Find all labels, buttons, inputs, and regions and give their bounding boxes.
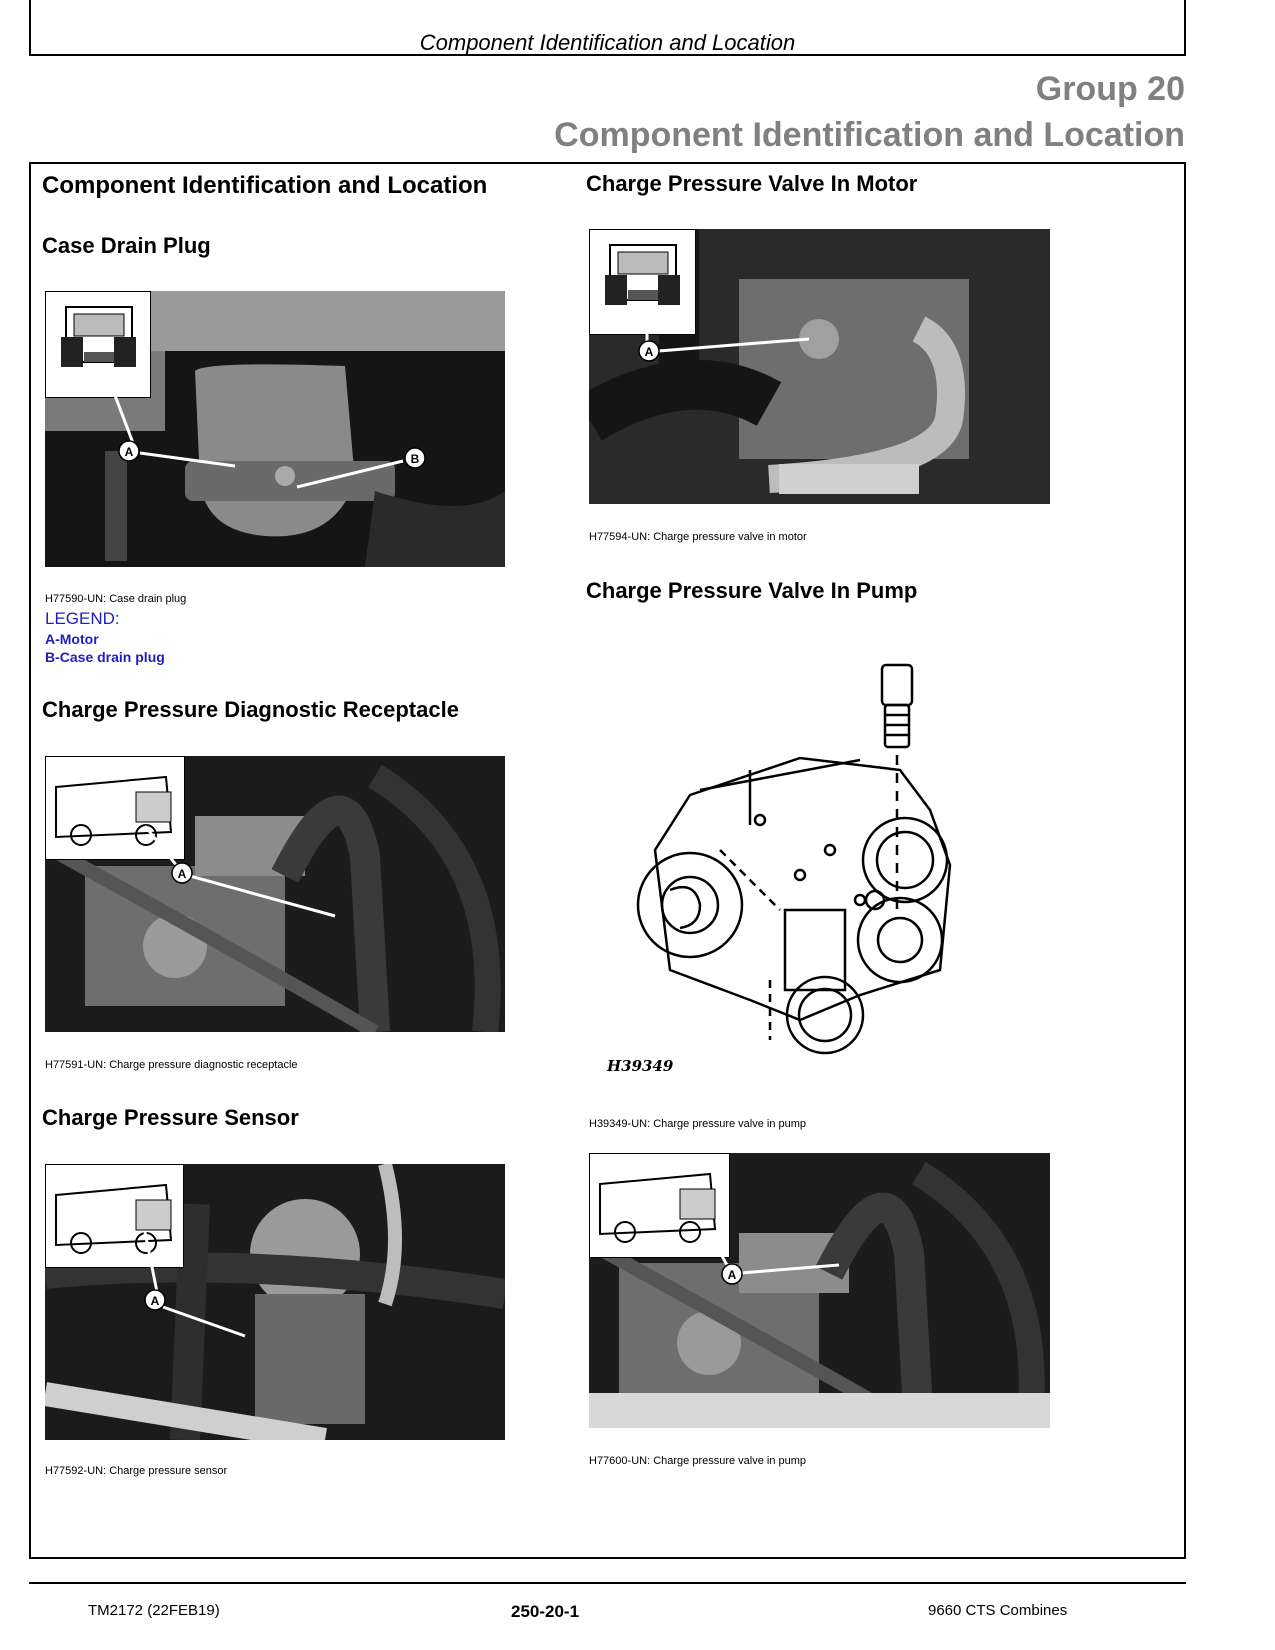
case-drain-legend (45, 609, 165, 665)
case-drain-title: Case Drain Plug (42, 233, 211, 258)
legend-item-case-drain-plug: B-Case drain plug (45, 649, 165, 665)
footer-product: 9660 CTS Combines (928, 1602, 1068, 1619)
callout-a: A (644, 345, 654, 359)
group-label: Group 20 (1035, 70, 1185, 108)
footer-doc-id: TM2172 (22FEB19) (88, 1602, 220, 1619)
running-header-title: Component Identification and Location (419, 30, 796, 55)
case-drain-photo (45, 291, 505, 567)
page-heading: Component Identification and Location (42, 172, 488, 199)
footer-rule (29, 1582, 1186, 1584)
sensor-caption: H77592-UN: Charge pressure sensor (45, 1465, 228, 1477)
sensor-photo (45, 1164, 505, 1440)
group-title: Component Identification and Location (554, 116, 1185, 154)
callout-a: A (177, 867, 187, 881)
callout-a: A (727, 1268, 737, 1282)
callout-a: A (124, 445, 134, 459)
sensor-title: Charge Pressure Sensor (42, 1105, 299, 1130)
diag-receptacle-caption: H77591-UN: Charge pressure diagnostic receptacle (45, 1059, 298, 1071)
diag-receptacle-photo (45, 756, 505, 1032)
valve-motor-caption: H77594-UN: Charge pressure valve in motor (589, 531, 807, 543)
running-header (29, 0, 1186, 56)
case-drain-caption: H77590-UN: Case drain plug (45, 593, 187, 605)
callout-b: B (410, 452, 420, 466)
diag-receptacle-title: Charge Pressure Diagnostic Receptacle (42, 697, 459, 722)
valve-pump-drawing-caption: H39349-UN: Charge pressure valve in pump (589, 1118, 807, 1130)
valve-pump-drawing (600, 650, 1050, 1080)
valve-motor-photo (589, 229, 1050, 504)
valve-pump-photo (589, 1153, 1050, 1428)
callout-a: A (150, 1294, 160, 1308)
valve-motor-title: Charge Pressure Valve In Motor (586, 171, 918, 196)
footer-page-number: 250-20-1 (511, 1602, 580, 1621)
valve-pump-photo-caption: H77600-UN: Charge pressure valve in pump (589, 1455, 807, 1467)
legend-title: LEGEND: (45, 609, 120, 628)
legend-item-motor: A-Motor (45, 631, 99, 647)
valve-pump-title: Charge Pressure Valve In Pump (586, 578, 918, 603)
drawing-id-label: H39349 (607, 1057, 674, 1075)
